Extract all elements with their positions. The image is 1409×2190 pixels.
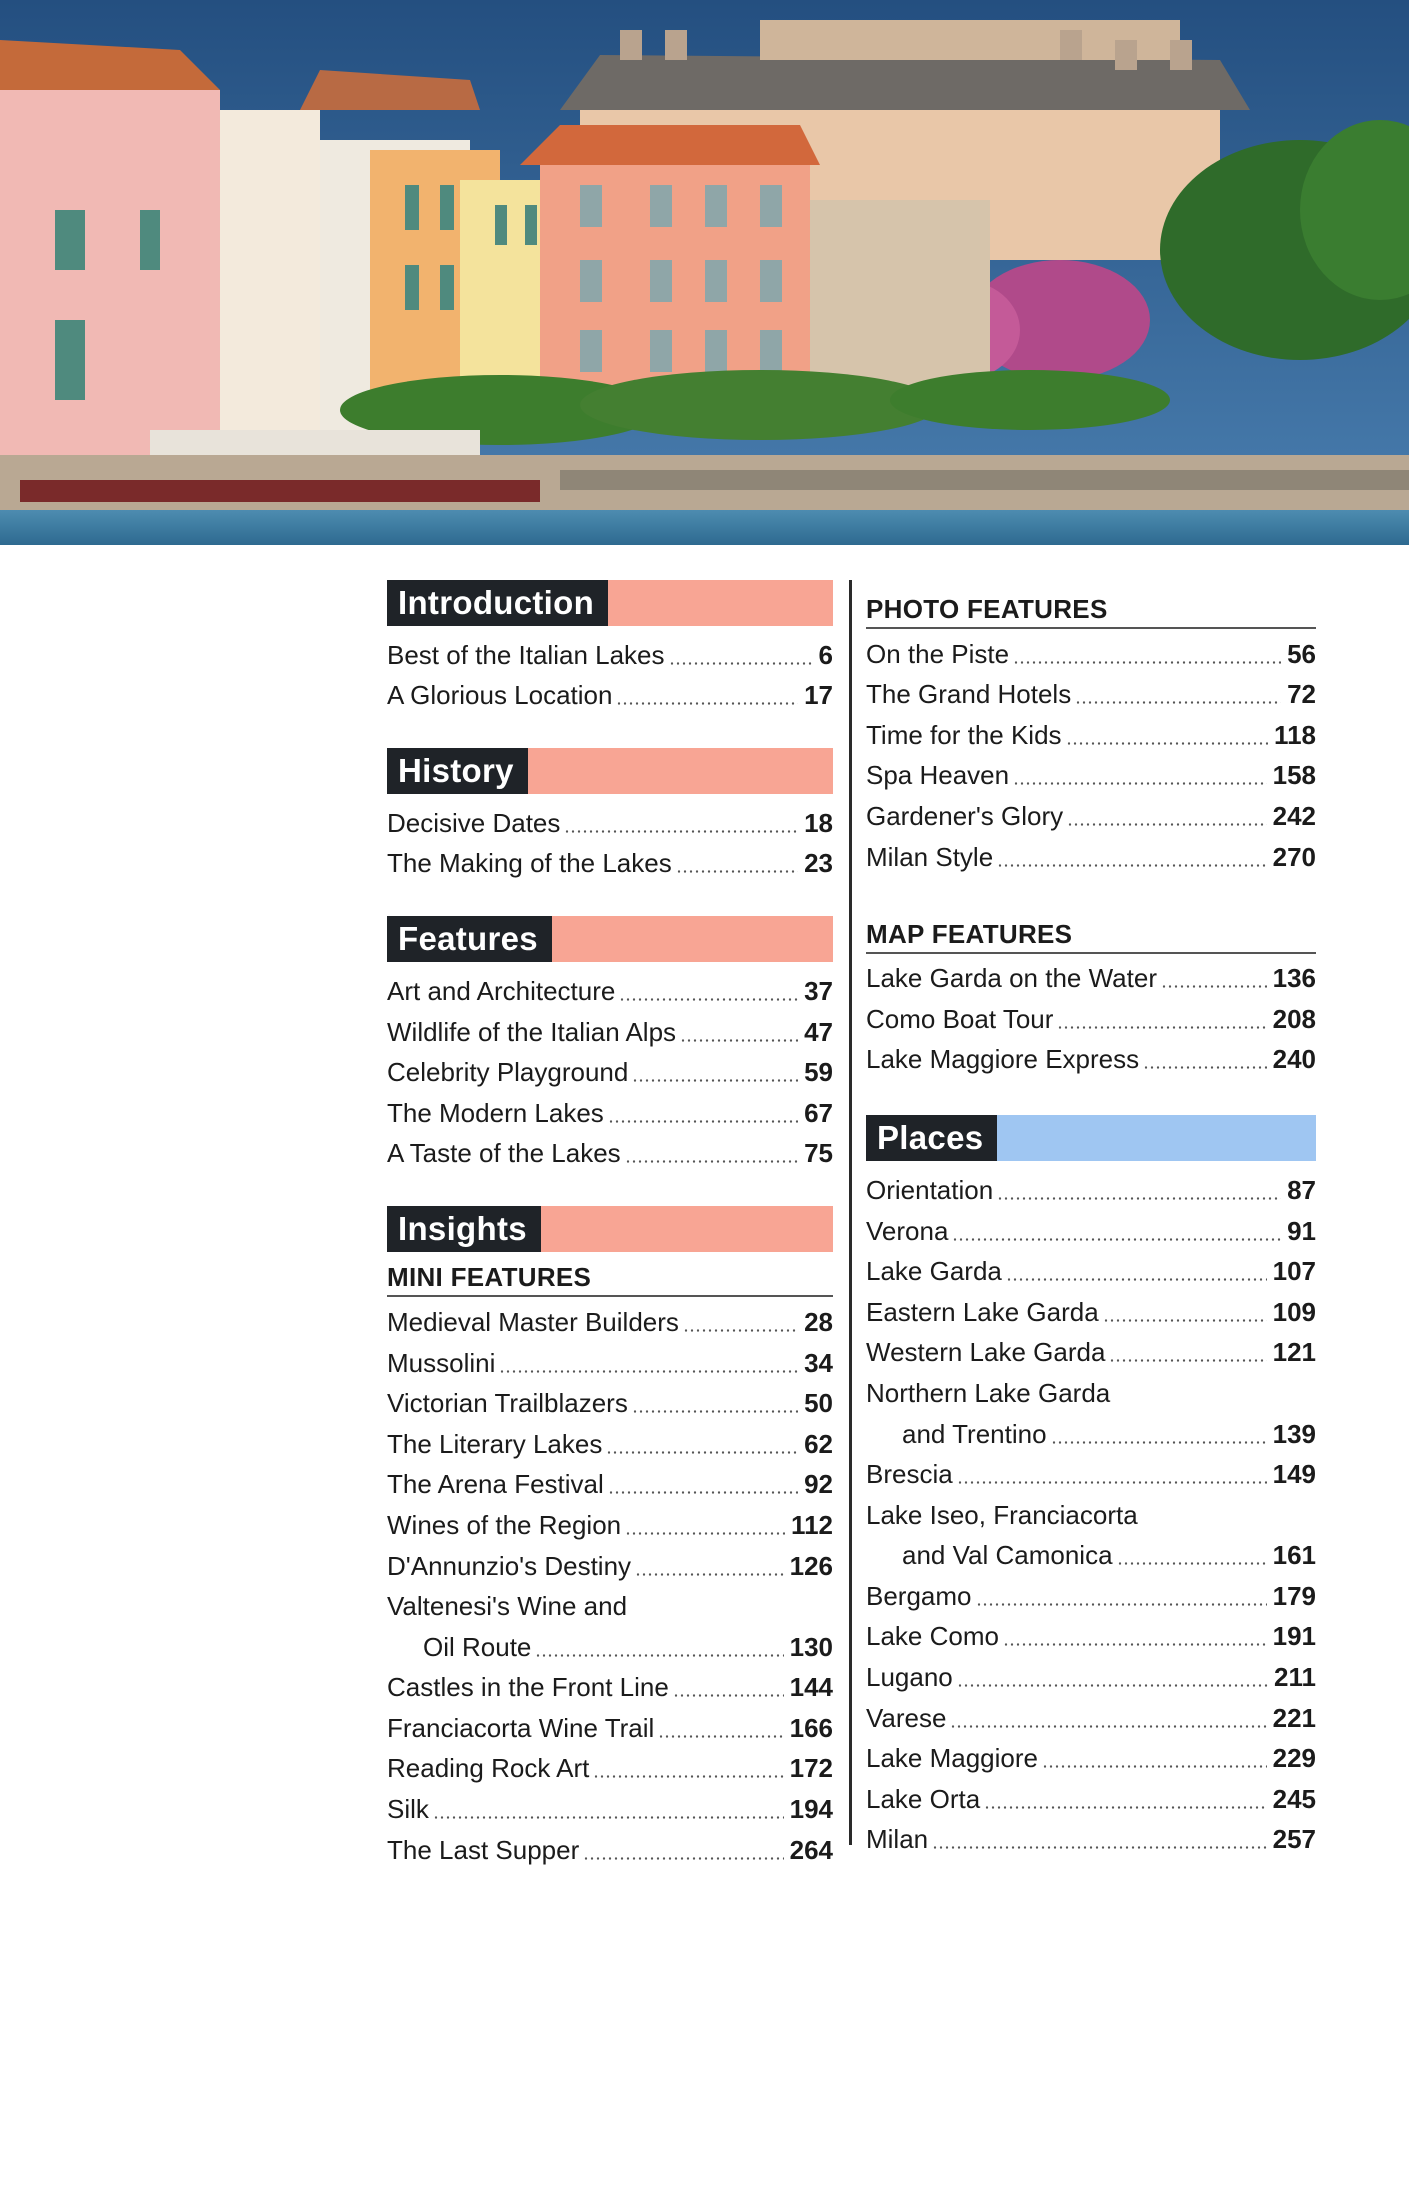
toc-entry[interactable]: Western Lake Garda 121 — [866, 1337, 1316, 1368]
toc-entry-line2[interactable]: Oil Route 130 — [423, 1631, 833, 1662]
toc-entry-line2[interactable]: and Trentino 139 — [902, 1418, 1316, 1449]
toc-right-column — [866, 580, 1316, 1859]
toc-entry[interactable]: Como Boat Tour 208 — [866, 1003, 1316, 1034]
toc-entry[interactable]: D'Annunzio's Destiny 126 — [387, 1550, 833, 1581]
toc-entry[interactable]: Celebrity Playground 59 — [387, 1057, 833, 1088]
toc-entry[interactable]: Verona 91 — [866, 1215, 1316, 1246]
toc-entry[interactable]: Wildlife of the Italian Alps 47 — [387, 1016, 833, 1047]
photo-features-heading: PHOTO FEATURES — [866, 592, 1316, 629]
toc-entry[interactable]: Varese 221 — [866, 1702, 1316, 1733]
toc-entry[interactable]: Orientation 87 — [866, 1174, 1316, 1205]
toc-entry[interactable]: Franciacorta Wine Trail 166 — [387, 1712, 833, 1743]
toc-entry[interactable]: Lake Garda on the Water 136 — [866, 963, 1316, 994]
mini-features-heading: MINI FEATURES — [387, 1260, 833, 1297]
toc-entry[interactable]: A Taste of the Lakes 75 — [387, 1138, 833, 1169]
toc-entry[interactable]: Lake Maggiore 229 — [866, 1743, 1316, 1774]
toc-entry[interactable]: The Modern Lakes 67 — [387, 1097, 833, 1128]
toc-entry[interactable]: Brescia 149 — [866, 1459, 1316, 1490]
toc-entry[interactable]: Gardener's Glory 242 — [866, 800, 1316, 831]
map-features-heading: MAP FEATURES — [866, 917, 1316, 954]
toc-entry[interactable]: Reading Rock Art 172 — [387, 1753, 833, 1784]
toc-entry[interactable]: Spa Heaven 158 — [866, 760, 1316, 791]
toc-entry[interactable]: The Literary Lakes 62 — [387, 1428, 833, 1459]
toc-entry[interactable]: Lake Garda 107 — [866, 1256, 1316, 1287]
toc-entry-line1[interactable]: Lake Iseo, Franciacorta — [866, 1499, 1138, 1530]
section-title-introduction: Introduction — [387, 580, 608, 626]
section-title-places: Places — [866, 1115, 997, 1161]
toc-entry[interactable]: Lake Maggiore Express 240 — [866, 1044, 1316, 1075]
toc-entry[interactable]: On the Piste 56 — [866, 638, 1316, 669]
toc-entry[interactable]: A Glorious Location 17 — [387, 680, 833, 711]
toc-entry[interactable]: Lugano 211 — [866, 1662, 1316, 1693]
toc-entry[interactable]: Medieval Master Builders 28 — [387, 1306, 833, 1337]
section-title-insights: Insights — [387, 1206, 541, 1252]
toc-entry[interactable]: Time for the Kids 118 — [866, 719, 1316, 750]
toc-left-column — [387, 580, 833, 1870]
toc-entry-line1[interactable]: Valtenesi's Wine and — [387, 1591, 628, 1622]
toc-entry[interactable]: Milan 257 — [866, 1824, 1316, 1855]
hero-photo — [0, 0, 1409, 545]
toc-entry[interactable]: The Grand Hotels 72 — [866, 679, 1316, 710]
toc-entry[interactable]: Best of the Italian Lakes 6 — [387, 639, 833, 670]
toc-entry[interactable]: Decisive Dates 18 — [387, 807, 833, 838]
toc-entry[interactable]: Lake Como 191 — [866, 1621, 1316, 1652]
toc-entry[interactable]: The Last Supper 264 — [387, 1834, 833, 1865]
column-divider — [849, 580, 852, 1845]
toc-entry[interactable]: Victorian Trailblazers 50 — [387, 1388, 833, 1419]
toc-entry[interactable]: Art and Architecture 37 — [387, 975, 833, 1006]
toc-entry[interactable]: Milan Style 270 — [866, 841, 1316, 872]
toc-entry[interactable]: Bergamo 179 — [866, 1580, 1316, 1611]
toc-entry-line2[interactable]: and Val Camonica 161 — [902, 1540, 1316, 1571]
toc-entry[interactable]: Mussolini 34 — [387, 1347, 833, 1378]
toc-entry-line1[interactable]: Northern Lake Garda — [866, 1377, 1111, 1408]
section-features — [387, 916, 833, 962]
section-title-history: History — [387, 748, 528, 794]
toc-entry[interactable]: The Arena Festival 92 — [387, 1469, 833, 1500]
section-introduction — [387, 580, 833, 626]
toc-entry[interactable]: Lake Orta 245 — [866, 1783, 1316, 1814]
toc-entry[interactable]: Castles in the Front Line 144 — [387, 1672, 833, 1703]
section-places — [866, 1115, 1316, 1161]
section-insights — [387, 1206, 833, 1252]
toc-entry[interactable]: Silk 194 — [387, 1794, 833, 1825]
section-title-features: Features — [387, 916, 552, 962]
toc-entry[interactable]: Eastern Lake Garda 109 — [866, 1296, 1316, 1327]
lakeside-town-illustration — [0, 0, 1409, 545]
section-history — [387, 748, 833, 794]
toc-entry[interactable]: The Making of the Lakes 23 — [387, 848, 833, 879]
toc-entry[interactable]: Wines of the Region 112 — [387, 1509, 833, 1540]
